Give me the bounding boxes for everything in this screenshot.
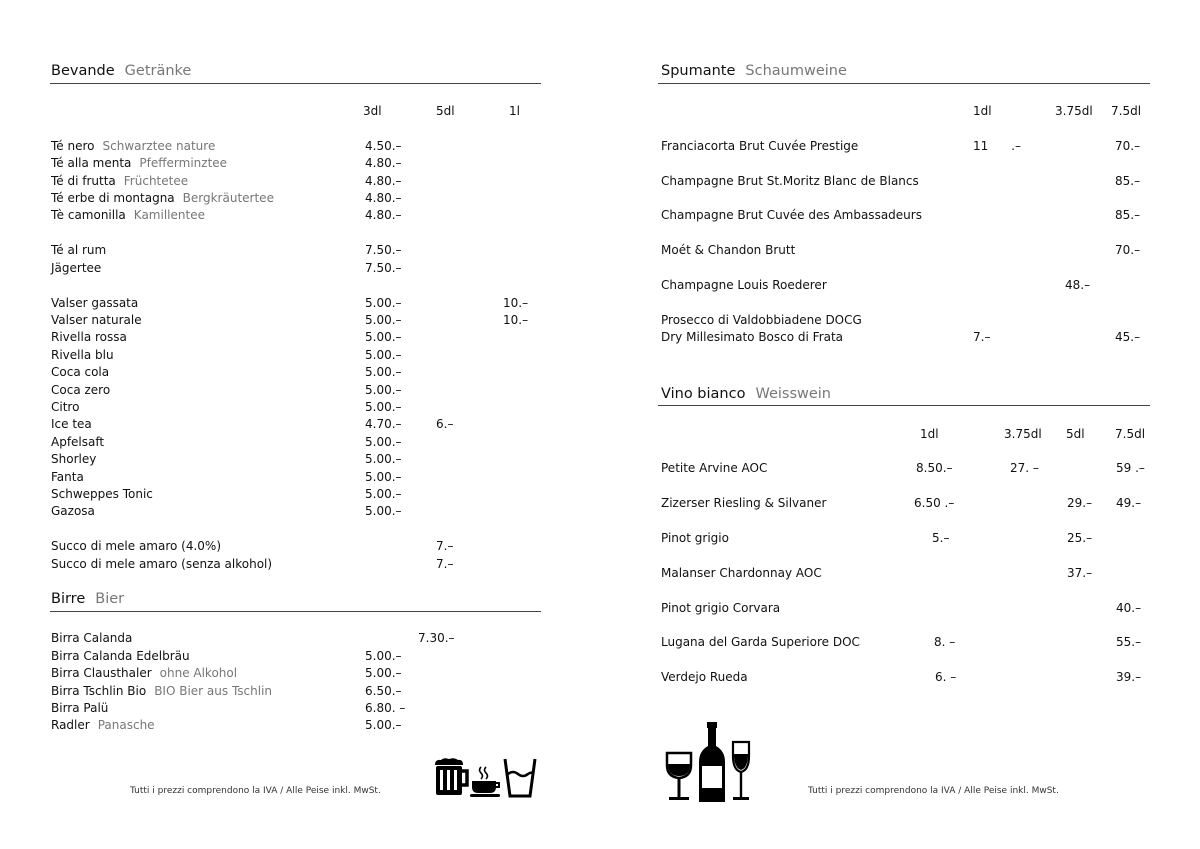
divider <box>50 83 541 84</box>
price-7-5dl: 59 .– <box>1116 461 1145 475</box>
column-header-3-75dl: 3.75dl <box>1055 104 1093 118</box>
item-name-it: Tè camonilla <box>51 208 126 222</box>
column-header-1dl: 1dl <box>973 104 992 118</box>
price-3-75dl: 27. – <box>1010 461 1039 475</box>
item-name <box>51 452 96 466</box>
price-1l: 10.– <box>503 313 529 327</box>
price-5dl: 7.– <box>436 557 454 571</box>
item-name <box>51 243 106 257</box>
section-title-vino-bianco: Vino bianco Weisswein <box>661 386 831 402</box>
price: 6.80. – <box>365 701 406 715</box>
item-name-it: Coca zero <box>51 383 111 397</box>
price-7-5dl: 85.– <box>1115 208 1141 222</box>
item-name-it: Schweppes Tonic <box>51 487 153 501</box>
item-name-it: Birra Palü <box>51 701 109 715</box>
item-name <box>51 261 101 275</box>
price-3dl: 7.50.– <box>365 261 402 275</box>
item-name-it: Radler <box>51 718 90 732</box>
price-1dl: 8.50.– <box>916 461 953 475</box>
item-name <box>51 631 132 645</box>
price-1dl: 6.50 .– <box>914 496 955 510</box>
right-page <box>600 0 1200 849</box>
column-header-3-75dl: 3.75dl <box>1004 427 1042 441</box>
item-name-it: Té alla menta <box>51 156 132 170</box>
item-name <box>51 470 84 484</box>
item-name <box>51 435 104 449</box>
water-glass-icon <box>503 757 537 799</box>
item-name-it: Valser gassata <box>51 296 139 310</box>
item-name-it: Citro <box>51 400 80 414</box>
item-name <box>51 156 227 170</box>
item-name-it: Té al rum <box>51 243 107 257</box>
price-3dl: 5.00.– <box>365 365 402 379</box>
item-name-de: BIO Bier aus Tschlin <box>154 684 273 698</box>
wine-name: Verdejo Rueda <box>661 670 748 684</box>
item-name <box>51 504 95 518</box>
item-name-it: Succo di mele amaro (senza alkohol) <box>51 557 273 571</box>
price-3dl: 5.00.– <box>365 487 402 501</box>
price-5dl: 7.– <box>436 539 454 553</box>
price-5dl: 29.– <box>1067 496 1093 510</box>
item-name-it: Gazosa <box>51 504 95 518</box>
wine-name: Prosecco di Valdobbiadene DOCG <box>661 313 862 327</box>
price-7-5dl: 49.– <box>1116 496 1142 510</box>
price-1dl: 5.– <box>932 531 950 545</box>
wine-name: Zizerser Riesling & Silvaner <box>661 496 827 510</box>
section-title-spumante: Spumante Schaumweine <box>661 63 847 79</box>
price: 5.00.– <box>365 666 402 680</box>
wine-name: Pinot grigio <box>661 531 729 545</box>
divider <box>50 611 541 612</box>
item-name <box>51 400 79 414</box>
price-3dl: 5.00.– <box>365 296 402 310</box>
price: 6.50.– <box>365 684 402 698</box>
price-3dl: 5.00.– <box>365 330 402 344</box>
price-3dl: 5.00.– <box>365 435 402 449</box>
item-name-it: Té erbe di montagna <box>51 191 175 205</box>
beer-mug-icon <box>432 757 470 797</box>
price-1dl: 7.– <box>973 330 991 344</box>
wine-glass-icon <box>664 750 694 804</box>
item-name <box>51 718 155 732</box>
column-header-5dl: 5dl <box>436 104 455 118</box>
price-7-5dl: 70.– <box>1115 243 1141 257</box>
item-name <box>51 557 272 571</box>
item-name <box>51 649 190 663</box>
divider <box>658 83 1150 84</box>
vat-footer-note: Tutti i prezzi comprendono la IVA / Alle Peise inkl. MwSt. <box>130 786 381 796</box>
price-3-75dl: 48.– <box>1065 278 1091 292</box>
item-name <box>51 487 153 501</box>
column-header-3dl: 3dl <box>363 104 382 118</box>
item-name <box>51 139 215 153</box>
item-name <box>51 330 127 344</box>
price: 5.00.– <box>365 649 402 663</box>
item-name-it: Valser naturale <box>51 313 142 327</box>
price-3dl: 5.00.– <box>365 504 402 518</box>
price-3dl: 4.80.– <box>365 191 402 205</box>
price-3dl: 5.00.– <box>365 400 402 414</box>
price-3dl: 5.00.– <box>365 348 402 362</box>
price-1l: 10.– <box>503 296 529 310</box>
wine-name: Champagne Brut St.Moritz Blanc de Blancs <box>661 174 919 188</box>
coffee-cup-icon <box>470 765 502 797</box>
item-name-de: Schwarztee nature <box>102 139 216 153</box>
wine-name: Champagne Brut Cuvée des Ambassadeurs <box>661 208 922 222</box>
item-name <box>51 383 110 397</box>
item-name-de: Panasche <box>97 718 155 732</box>
item-name-it: Apfelsaft <box>51 435 105 449</box>
column-header-7-5dl: 7.5dl <box>1115 427 1146 441</box>
price-3dl: 5.00.– <box>365 452 402 466</box>
price: 7.30.– <box>418 631 455 645</box>
price-7-5dl: 55.– <box>1116 635 1142 649</box>
item-name-it: Jägertee <box>51 261 102 275</box>
price-3dl: 5.00.– <box>365 383 402 397</box>
wine-bottle-icon <box>698 722 726 804</box>
item-name-de: Kamillentee <box>133 208 205 222</box>
price-7-5dl: 70.– <box>1115 139 1141 153</box>
item-name <box>51 191 274 205</box>
item-name <box>51 348 114 362</box>
price-5dl: 6.– <box>436 417 454 431</box>
price-7-5dl: 39.– <box>1116 670 1142 684</box>
item-name-it: Rivella rossa <box>51 330 127 344</box>
wine-name: Malanser Chardonnay AOC <box>661 566 822 580</box>
column-header-5dl: 5dl <box>1066 427 1085 441</box>
price: 5.00.– <box>365 718 402 732</box>
item-name-it: Coca cola <box>51 365 110 379</box>
wine-name-line2: Dry Millesimato Bosco di Frata <box>661 330 844 344</box>
item-name-it: Birra Tschlin Bio <box>51 684 147 698</box>
item-name <box>51 365 109 379</box>
item-name-de: Bergkräutertee <box>182 191 274 205</box>
wine-name: Champagne Louis Roederer <box>661 278 827 292</box>
wine-name: Franciacorta Brut Cuvée Prestige <box>661 139 859 153</box>
column-header-7-5dl: 7.5dl <box>1111 104 1142 118</box>
item-name <box>51 666 237 680</box>
item-name <box>51 174 188 188</box>
item-name-it: Shorley <box>51 452 97 466</box>
wine-name: Moét & Chandon Brutt <box>661 243 796 257</box>
item-name <box>51 684 272 698</box>
section-title-bevande: Bevande Getränke <box>51 63 192 79</box>
price-3dl: 5.00.– <box>365 313 402 327</box>
price-1dl: 6. – <box>935 670 957 684</box>
wine-name: Lugana del Garda Superiore DOC <box>661 635 860 649</box>
price-3dl: 4.80.– <box>365 174 402 188</box>
item-name-it: Birra Clausthaler <box>51 666 152 680</box>
price-7-5dl: 45.– <box>1115 330 1141 344</box>
price-1dl: 11 .– <box>973 139 1021 153</box>
item-name <box>51 313 142 327</box>
item-name-it: Té nero <box>51 139 95 153</box>
item-name-it: Rivella blu <box>51 348 114 362</box>
price-3dl: 5.00.– <box>365 470 402 484</box>
price-3dl: 4.70.– <box>365 417 402 431</box>
item-name-it: Ice tea <box>51 417 92 431</box>
column-header-1l: 1l <box>509 104 520 118</box>
price-1dl: 8. – <box>934 635 956 649</box>
item-name-it: Birra Calanda <box>51 631 133 645</box>
sparkling-glass-icon <box>730 740 752 804</box>
item-name-de: Pfefferminztee <box>139 156 228 170</box>
wine-name: Petite Arvine AOC <box>661 461 768 475</box>
item-name-it: Birra Calanda Edelbräu <box>51 649 190 663</box>
section-title-birre: Birre Bier <box>51 591 125 607</box>
price-3dl: 4.50.– <box>365 139 402 153</box>
column-header-1dl: 1dl <box>920 427 939 441</box>
item-name <box>51 701 108 715</box>
price-3dl: 7.50.– <box>365 243 402 257</box>
item-name-it: Fanta <box>51 470 84 484</box>
item-name-de: ohne Alkohol <box>159 666 238 680</box>
item-name <box>51 296 138 310</box>
price-5dl: 25.– <box>1067 531 1093 545</box>
item-name-de: Früchtetee <box>123 174 189 188</box>
price-7-5dl: 40.– <box>1116 601 1142 615</box>
wine-name: Pinot grigio Corvara <box>661 601 781 615</box>
item-name-it: Succo di mele amaro (4.0%) <box>51 539 222 553</box>
price-3dl: 4.80.– <box>365 208 402 222</box>
price-7-5dl: 85.– <box>1115 174 1141 188</box>
item-name <box>51 539 221 553</box>
divider <box>658 405 1150 406</box>
item-name <box>51 208 205 222</box>
item-name-it: Té di frutta <box>51 174 116 188</box>
price-3dl: 4.80.– <box>365 156 402 170</box>
item-name <box>51 417 92 431</box>
price-5dl: 37.– <box>1067 566 1093 580</box>
vat-footer-note: Tutti i prezzi comprendono la IVA / Alle Peise inkl. MwSt. <box>808 786 1059 796</box>
